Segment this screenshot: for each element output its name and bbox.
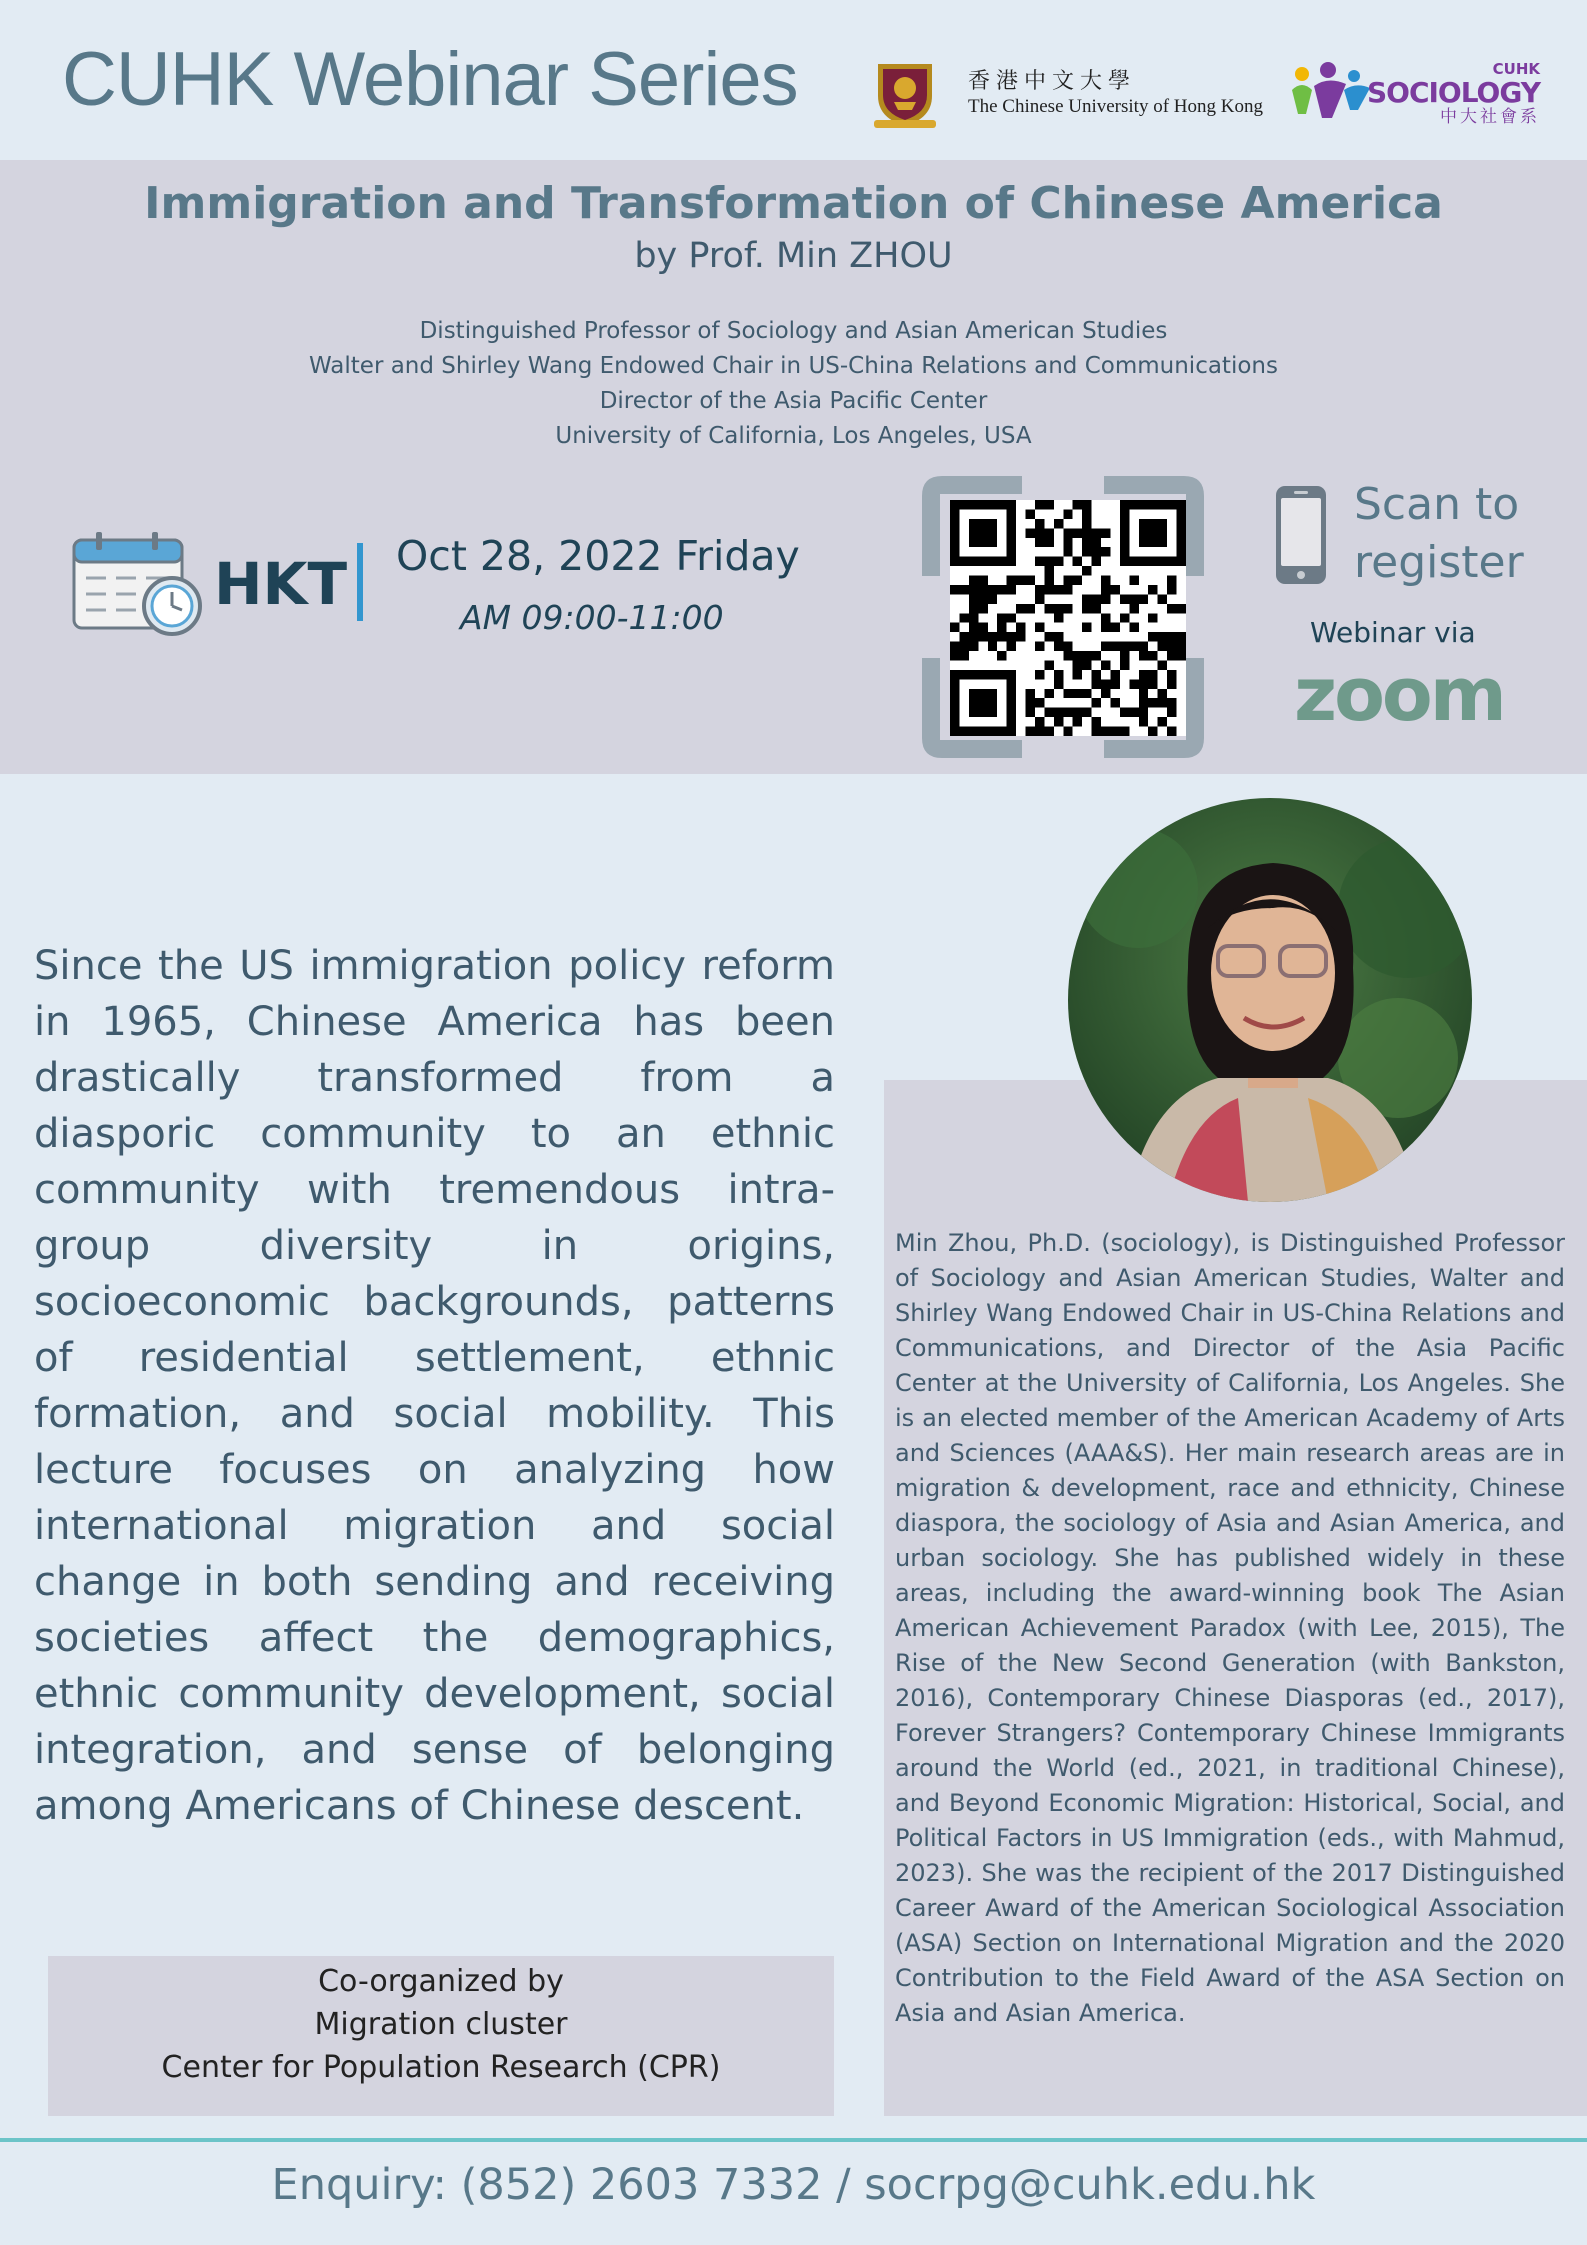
calendar-clock-icon (72, 530, 206, 636)
timezone-label: HKT (214, 550, 348, 618)
cuhk-crest-icon (872, 58, 938, 130)
speaker-title: Distinguished Professor of Sociology and Asian American Studies (419, 318, 1168, 344)
series-title: CUHK Webinar Series (62, 37, 798, 122)
lecture-title: Immigration and Transformation of Chinese America (144, 178, 1443, 229)
sociology-logo-cuhk: CUHK (1492, 60, 1540, 78)
coorganizer-line: Migration cluster (314, 2007, 568, 2042)
speaker-title: Director of the Asia Pacific Center (599, 388, 988, 414)
sociology-logo (1288, 58, 1544, 127)
coorganizer-line: Co-organized by (318, 1964, 564, 1999)
scan-to-register-label: Scan to register (1354, 479, 1524, 588)
sociology-logo-word: SOCIOLOGY (1366, 76, 1540, 109)
speaker-title: Walter and Shirley Wang Endowed Chair in US-China Relations and Communications (309, 353, 1278, 379)
cuhk-logo (872, 58, 1262, 130)
webinar-via-label: Webinar via (1310, 616, 1476, 649)
event-time: AM 09:00-11:00 (460, 598, 724, 637)
enquiry-contact: Enquiry: (852) 2603 7332 / socrpg@cuhk.edu.hk (271, 2160, 1316, 2210)
event-date: Oct 28, 2022 Friday (396, 532, 800, 580)
speaker-photo (1068, 798, 1472, 1202)
abstract: Since the US immigration policy reform in 1965, Chinese America has been drastically transformed from a diasporic community to an ethnic community with tremendous intra-group diversity in origins, socioeconomic backgrounds, patterns of residential settlement, ethnic formation, and social mobility. This lecture focuses on analyzing how international migration and social change in both sending and receiving societies affect the demographics, ethnic community development, social integration, and sense of belonging among Americans of Chinese descent. (34, 943, 835, 1829)
cuhk-name-zh: 香港中文大學 (968, 69, 1137, 94)
coorganizer-line: Center for Population Research (CPR) (161, 2050, 721, 2085)
people-icon (1288, 60, 1374, 120)
zoom-logo: zoom (1294, 652, 1504, 738)
cuhk-name-en: The Chinese University of Hong Kong (968, 96, 1263, 117)
phone-icon (1274, 484, 1328, 586)
footer-divider (0, 2138, 1587, 2142)
sociology-logo-zh: 中大社會系 (1440, 107, 1540, 127)
speaker-title: University of California, Los Angeles, USA (555, 423, 1032, 449)
speaker-bio: Min Zhou, Ph.D. (sociology), is Distinguished Professor of Sociology and Asian American Studies, Walter and Shirley Wang Endowed Chair in US-China Relations and Communications, and Director of the Asia Pacific Center at the University of California, Los Angeles. She is an elected member of the American Academy of Arts and Sciences (AAA&S). Her main research areas are in migration & development, race and ethnicity, Chinese diaspora, the sociology of Asia and Asian America, and urban sociology. She has published widely in these areas, including the award-winning book The Asian American Achievement Paradox (with Lee, 2015), The Rise of the New Second Generation (with Bankston, 2016), Contemporary Chinese Diasporas (ed., 2017), Forever Strangers? Contemporary Chinese Immigrants around the World (ed., 2021, in traditional Chinese), and Beyond Economic Migration: Historical, Social, and Political Factors in US Immigration (eds., with Mahmud, 2023). She was the recipient of the 2017 Distinguished Career Award of the American Sociological Association (ASA) Section on International Migration and the 2020 Contribution to the Field Award of the ASA Section on Asia and Asian America. (895, 1229, 1565, 2027)
divider (357, 543, 363, 621)
speaker-line: by Prof. Min ZHOU (634, 236, 953, 276)
qr-code[interactable] (950, 500, 1186, 736)
